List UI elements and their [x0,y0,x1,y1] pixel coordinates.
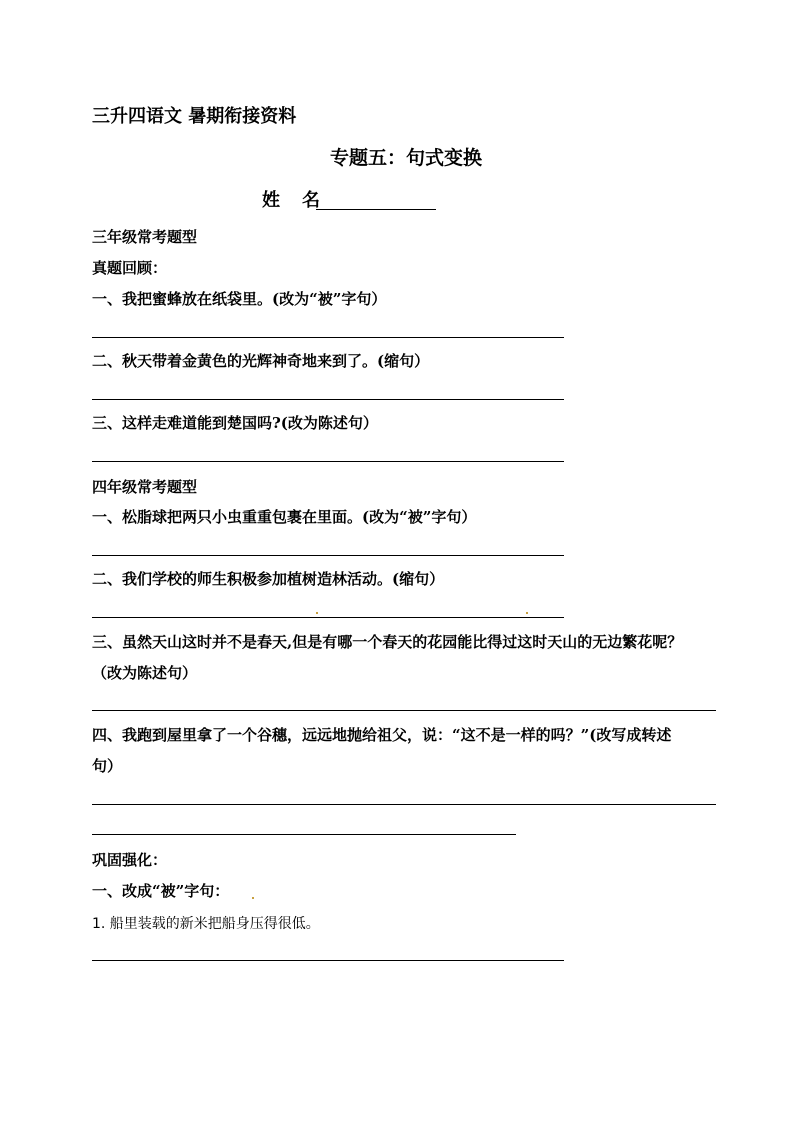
stray-mark [252,897,254,899]
answer-line[interactable] [92,555,564,556]
answer-line[interactable] [92,834,516,835]
answer-line[interactable] [92,399,564,400]
grade3-heading: 三年级常考题型 [92,228,198,246]
grade4-question-4-line-2: 句） [92,757,123,775]
grade4-heading: 四年级常考题型 [92,478,198,496]
grade3-question-1: 一、我把蜜蜂放在纸袋里。(改为“被”字句） [92,290,387,308]
stray-mark [526,612,528,614]
grade4-question-3-line-2: （改为陈述句） [92,664,198,682]
document-header: 三升四语文 暑期衔接资料 [92,106,297,127]
consolidate-subheading: 一、改成“被”字句： [92,882,230,900]
grade4-question-4-line-1: 四、我跑到屋里拿了一个谷穗，远远地抛给祖父，说：“这不是一样的吗？”(改写成转述 [92,726,672,744]
consolidate-item-1: 1. 船里装载的新米把船身压得很低。 [92,916,320,932]
answer-line[interactable] [92,804,716,805]
consolidate-heading: 巩固强化： [92,851,168,869]
grade3-question-2: 二、秋天带着金黄色的光辉神奇地来到了。(缩句） [92,352,430,370]
grade4-question-2: 二、我们学校的师生积极参加植树造林活动。(缩句） [92,570,445,588]
review-heading: 真题回顾： [92,259,168,277]
stray-mark [316,612,318,614]
name-label: 姓 名 [262,190,322,211]
page-title: 专题五：句式变换 [330,147,483,169]
answer-line[interactable] [92,461,564,462]
answer-line[interactable] [92,617,564,618]
answer-line[interactable] [92,710,716,711]
name-blank-line[interactable] [316,209,436,210]
answer-line[interactable] [92,960,564,961]
grade4-question-3-line-1: 三、虽然天山这时并不是春天,但是有哪一个春天的花园能比得过这时天山的无边繁花呢？ [92,633,683,651]
grade4-question-1: 一、松脂球把两只小虫重重包裹在里面。(改为“被”字句） [92,508,477,526]
grade3-question-3: 三、这样走难道能到楚国吗?(改为陈述句） [92,414,378,432]
answer-line[interactable] [92,337,564,338]
